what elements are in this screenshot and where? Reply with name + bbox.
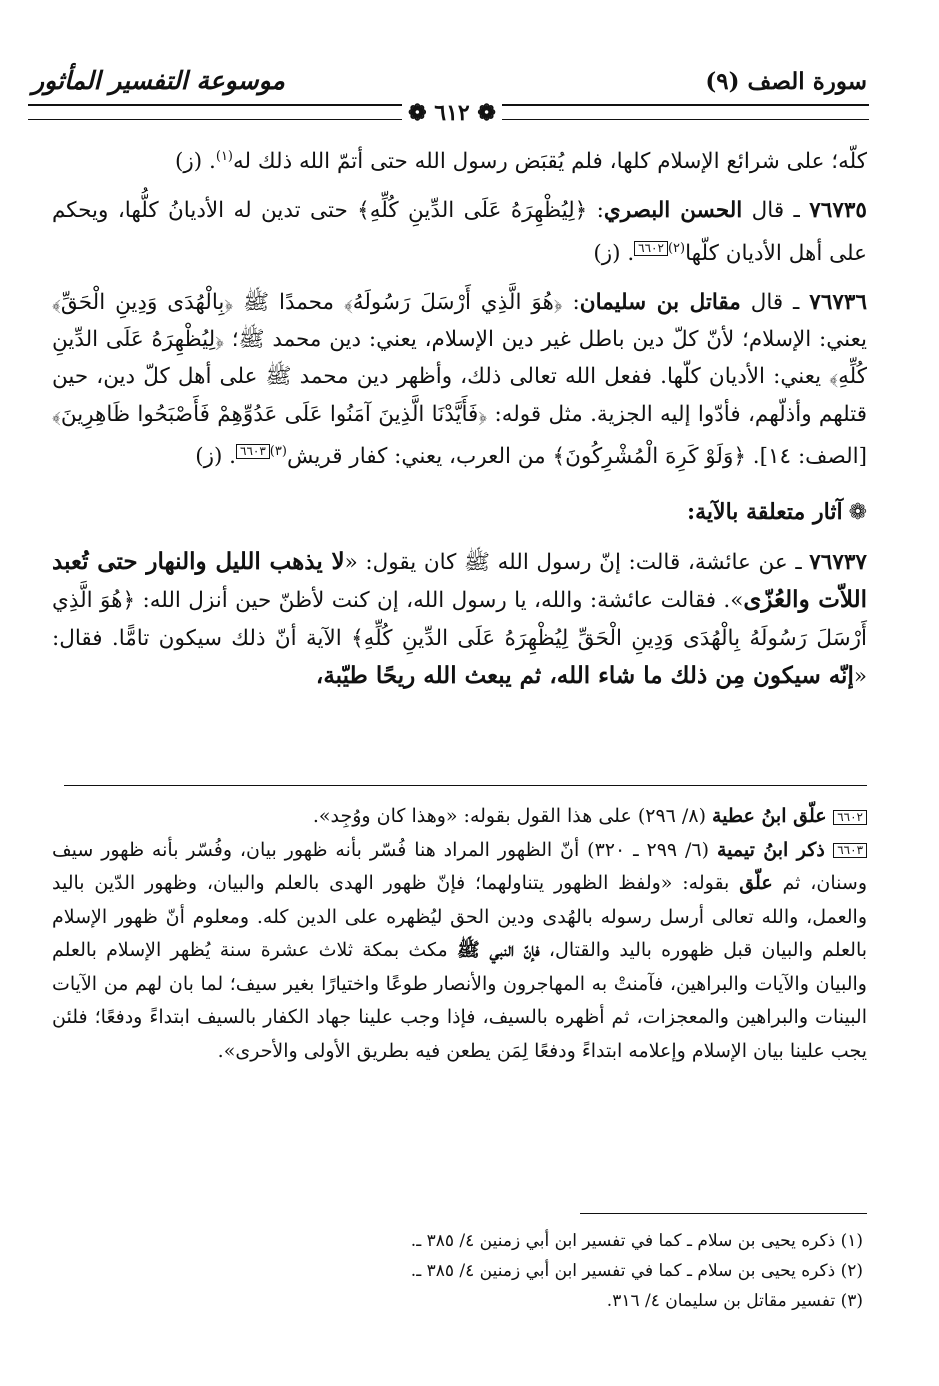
- narration-number: ٧٦٧٣٦: [809, 289, 868, 315]
- quran-quote: ﴿وَلَوْ كَرِهَ الْمُشْرِكُونَ﴾: [552, 443, 746, 469]
- scholarly-notes: [52, 800, 867, 1068]
- quran-quote: ﴿هُوَ الَّذِي أَرْسَلَ رَسُولَهُ﴾: [343, 289, 563, 315]
- surah-title: سورة الصف (٩): [705, 68, 867, 95]
- header-rule-right: [484, 119, 869, 120]
- footnotes-divider: [580, 1213, 867, 1214]
- note-ref-box[interactable]: ٦٦٠٢: [634, 241, 668, 256]
- narration-number: ٧٦٧٣٥: [809, 198, 867, 224]
- quran-quote: ﴿بِالْهُدَى وَدِينِ الْحَقِّ﴾: [52, 289, 234, 315]
- section-heading: ❁آثار متعلقة بالآية:: [687, 499, 867, 526]
- note-6603: ٦٦٠٣ ذكر ابنُ تيمية (٦/ ٢٩٩ ـ ٣٢٠) أنّ الظهور المراد هنا فُسّر بأنه ظهور بيان، وفُسّر بأنه ظهور سيف وسنان، ثم علّق بقوله: «ولفظ الظهور يتناولهما؛ فإنّ ظهور الهدى بالعلم والبيان، وظهور الدّين باليد والعمل، والله تعالى أرسل رسوله بالهُدى ودين الحق ليُظهره على الدين كله. ومعلوم أنّ ظهور الإسلام بالعلم والبيان قبل ظهوره باليد والقتال، فإنّ النبي ﷺ مكث بمكة ثلاث عشرة سنة يُظهر الإسلام بالعلم والبيان والآيات والبراهين، فآمنتْ به المهاجرون والأنصار طوعًا واختيارًا بغير سيف؛ لما بان لهم من الآيات البينات والبراهين والمعجزات، ثم أظهره بالسيف، فإذا وجب علينا جهاد الكفار بالسيف ابتداءً ودفعًا؛ فلئن يجب علينا بيان الإسلام وإعلامه ابتداءً ودفعًا لِمَن يطعن فيه بطريق الأولى والأحرى».: [52, 838, 868, 1062]
- note-number-box: ٦٦٠٢: [833, 810, 867, 825]
- footnote-ref[interactable]: (٣): [269, 443, 287, 459]
- hadith-text: إنّه سيكون مِن ذلك ما شاء الله، ثم يبعث الله ريحًا طيّبة،: [315, 661, 854, 689]
- narration-76736: ٧٦٧٣٦ ـ قال مقاتل بن سليمان: ﴿هُوَ الَّذِي أَرْسَلَ رَسُولَهُ﴾ محمدًا ﷺ ﴿بِالْهُدَى وَدِينِ الْحَقِّ﴾ يعني: الإسلام؛ لأنّ كلّ دين باطل غير دين الإسلام، يعني: دين محمد ﷺ؛ ﴿لِيُظْهِرَهُ عَلَى الدِّينِ كُلِّهِ﴾ يعني: الأديان كلّها. ففعل الله تعالى ذلك، وأظهر دين محمد ﷺ على أهل كلّ دين، حين قتلهم وأذلّهم، فأدّوا إليه الجزية. مثل قوله: ﴿فَأَيَّدْنَا الَّذِينَ آمَنُوا عَلَى عَدُوِّهِمْ فَأَصْبَحُوا ظَاهِرِينَ﴾ [الصف: ١٤]. ﴿وَلَوْ كَرِهَ الْمُشْرِكُونَ﴾ من العرب، يعني: كفار قريش$^{(٣)}$٦٦٠٣. (ز): [52, 289, 868, 469]
- narrator-name: مقاتل بن سليمان: [579, 289, 741, 315]
- narration-number: ٧٦٧٣٧: [809, 550, 867, 576]
- note-ref-box[interactable]: ٦٦٠٣: [236, 444, 270, 459]
- footnotes: [52, 1226, 863, 1316]
- narration-76735: ٧٦٧٣٥ ـ قال الحسن البصري: ﴿لِيُظْهِرَهُ عَلَى الدِّينِ كُلِّهِ﴾ حتى تدين له الأديانُ كلُّها، ويحكم على أهل الأديان كلّها$^{(٢)}$٦٦٠٢. (ز): [52, 198, 867, 266]
- quran-quote: ﴿هُوَ الَّذِي أَرْسَلَ رَسُولَهُ بِالْهُدَى وَدِينِ الْحَقِّ لِيُظْهِرَهُ عَلَى الدِّينِ كُلِّهِ﴾: [52, 588, 867, 651]
- footnote-1: (١) ذكره يحيى بن سلام ـ كما في تفسير ابن أبي زمنين ٤/ ٣٨٥ ـ.: [410, 1231, 863, 1251]
- quran-quote: ﴿فَأَيَّدْنَا الَّذِينَ آمَنُوا عَلَى عَدُوِّهِمْ فَأَصْبَحُوا ظَاهِرِينَ﴾: [52, 401, 488, 427]
- page-number: ❁ ٦١٢ ❁: [402, 100, 502, 126]
- flower-icon: ❁: [848, 500, 867, 526]
- quran-quote: ﴿لِيُظْهِرَهُ عَلَى الدِّينِ كُلِّهِ﴾: [52, 327, 867, 390]
- hadith-text: لا يذهب الليل والنهار حتى تُعبد اللاّت والعُزّى: [52, 548, 868, 614]
- footnote-3: (٣) تفسير مقاتل بن سليمان ٤/ ٣١٦.: [606, 1291, 863, 1311]
- narrator-name: الحسن البصري: [603, 198, 743, 224]
- footnote-2: (٢) ذكره يحيى بن سلام ـ كما في تفسير ابن أبي زمنين ٤/ ٣٨٥ ـ.: [410, 1261, 863, 1281]
- footnote-ref[interactable]: (٢): [667, 240, 686, 256]
- surah-citation: [الصف: ١٤].: [745, 443, 867, 469]
- note-6602: ٦٦٠٢ علّق ابنُ عطية (٨/ ٢٩٦) على هذا القول بقوله: «وهذا كان ووُجِد».: [52, 800, 867, 834]
- quran-quote: ﴿لِيُظْهِرَهُ عَلَى الدِّينِ كُلِّهِ﴾: [357, 198, 588, 224]
- note-number-box: ٦٦٠٣: [833, 843, 867, 858]
- narration-76737: ٧٦٧٣٧ ـ عن عائشة، قالت: إنّ رسول الله ﷺ كان يقول: «لا يذهب الليل والنهار حتى تُعبد اللاّت والعُزّى». فقالت عائشة: والله، يا رسول الله، إن كنت لأظنّ حين أنزل الله: ﴿هُوَ الَّذِي أَرْسَلَ رَسُولَهُ بِالْهُدَى وَدِينِ الْحَقِّ لِيُظْهِرَهُ عَلَى الدِّينِ كُلِّهِ﴾ الآية أنّ ذلك سيكون تامًّا. فقال: «إنّه سيكون مِن ذلك ما شاء الله، ثم يبعث الله ريحًا طيّبة،: [52, 548, 868, 689]
- paragraph-continuation: كلّه؛ على شرائع الإسلام كلها، فلم يُقبَض رسول الله حتى أتمّ الله ذلك له$^{(١)}$. (ز): [175, 149, 867, 175]
- footnote-ref[interactable]: (١): [215, 149, 233, 164]
- main-text: [52, 138, 867, 695]
- book-title: موسوعة التفسير المأثور: [32, 66, 285, 95]
- notes-divider: [64, 785, 867, 786]
- header-rule-left: [28, 119, 437, 120]
